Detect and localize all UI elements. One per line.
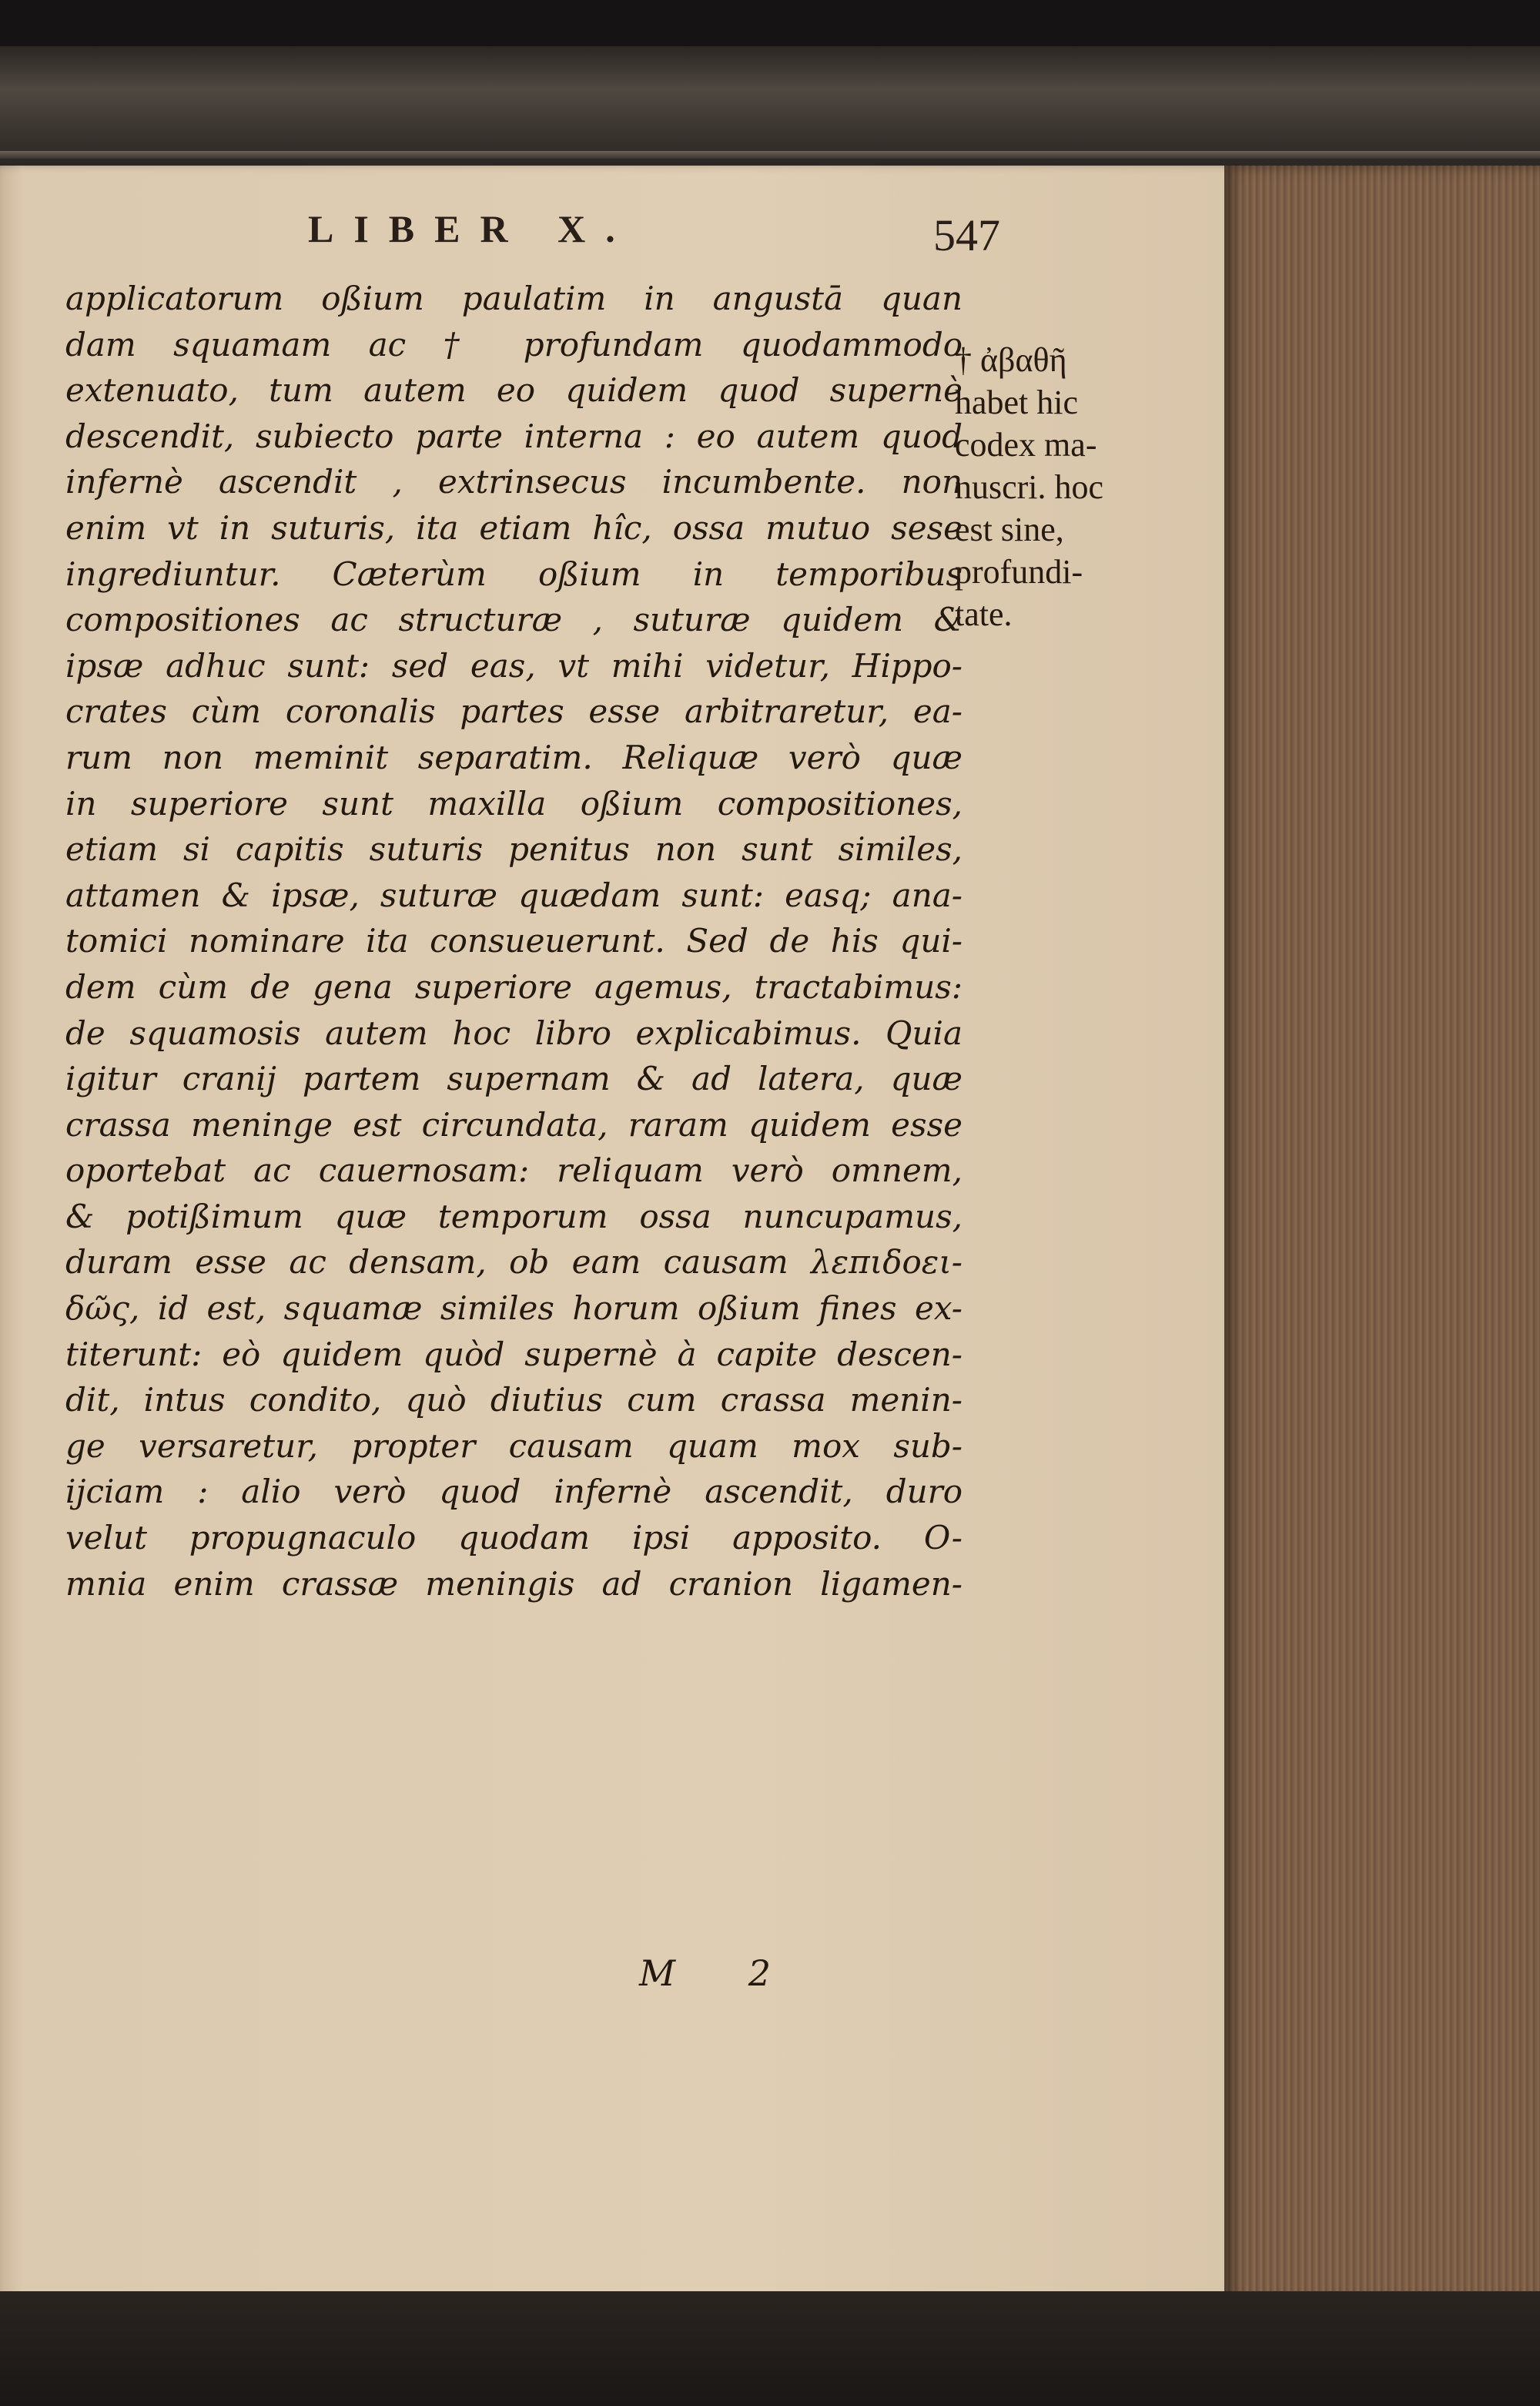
text-line: mnia enim crassæ meningis ad cranion ligamen-	[65, 1564, 962, 1603]
page-block-edge	[1224, 166, 1540, 2303]
text-line: tomici nominare ita consueuerunt. Sed de his qui-	[65, 922, 962, 960]
margin-note-line: codex ma-	[955, 426, 1097, 464]
text-line: ingrediuntur. Cæterùm oßium in temporibus	[65, 555, 962, 593]
text-line: applicatorum oßium paulatim in angustā quan	[65, 280, 962, 317]
text-line: in superiore sunt maxilla oßium compositiones,	[65, 784, 962, 823]
text-line: velut propugnaculo quodam ipsi apposito. O-	[65, 1519, 962, 1557]
text-line: rum non meminit separatim. Reliquæ verò quæ	[65, 738, 962, 776]
text-line: δῶς, id est, squamæ similes horum oßium fines ex-	[65, 1289, 962, 1328]
text-line: duram esse ac densam, ob eam causam λεπιδοει-	[65, 1243, 962, 1282]
book-bottom-edge	[0, 2291, 1540, 2406]
text-line: infernè ascendit , extrinsecus incumbente. non	[65, 463, 962, 501]
text-line: compositiones ac structuræ , suturæ quidem &	[65, 601, 962, 639]
text-line: titerunt: eò quidem quòd supernè à capite descen-	[65, 1335, 962, 1373]
signature-mark: M 2	[639, 1952, 802, 1994]
text-line: crassa meninge est circundata, raram quidem esse	[65, 1105, 962, 1144]
text-line: attamen & ipsæ, suturæ quædam sunt: easq; ana-	[65, 876, 962, 914]
text-line: & potißimum quæ temporum ossa nuncupamus,	[65, 1197, 962, 1235]
text-line: de squamosis autem hoc libro explicabimus. Quia	[65, 1014, 962, 1052]
margin-note	[955, 339, 1186, 635]
margin-note-line: habet hic	[955, 384, 1079, 421]
page-number: 547	[933, 210, 1000, 260]
margin-note-line: tate.	[955, 595, 1013, 633]
text-line: ipsæ adhuc sunt: sed eas, vt mihi videtur, Hippo-	[65, 646, 962, 685]
text-line: crates cùm coronalis partes esse arbitraretur, ea-	[65, 692, 962, 731]
text-line: enim vt in suturis, ita etiam hîc, ossa mutuo sese	[65, 508, 962, 547]
text-line: ijciam : alio verò quod infernè ascendit, duro	[65, 1473, 962, 1511]
margin-note-line: profundi-	[955, 553, 1083, 591]
text-line: etiam si capitis suturis penitus non sunt similes,	[65, 830, 962, 869]
page-header	[308, 206, 1001, 260]
margin-note-line: est sine,	[955, 511, 1064, 548]
text-line: dem cùm de gena superiore agemus, tractabimus:	[65, 967, 962, 1006]
text-line: dit, intus condito, quò diutius cum crassa menin-	[65, 1381, 962, 1419]
text-line: dam squamam ac † profundam quodammodo	[65, 325, 962, 364]
text-line: extenuato, tum autem eo quidem quod supernè	[65, 371, 962, 410]
margin-note-line: nuscri. hoc	[955, 468, 1104, 506]
running-title: LIBER X.	[308, 207, 635, 250]
text-line: descendit, subiecto parte interna : eo autem quod	[65, 417, 962, 455]
text-line: ge versaretur, propter causam quam mox sub-	[65, 1426, 962, 1465]
text-line: oportebat ac cauernosam: reliquam verò omnem,	[65, 1151, 962, 1190]
body-text	[65, 276, 962, 1607]
margin-note-line: † ἀβαθῆ	[955, 341, 1067, 379]
text-line: igitur cranij partem supernam & ad latera, quæ	[65, 1060, 962, 1098]
book-top-edge	[0, 46, 1540, 169]
